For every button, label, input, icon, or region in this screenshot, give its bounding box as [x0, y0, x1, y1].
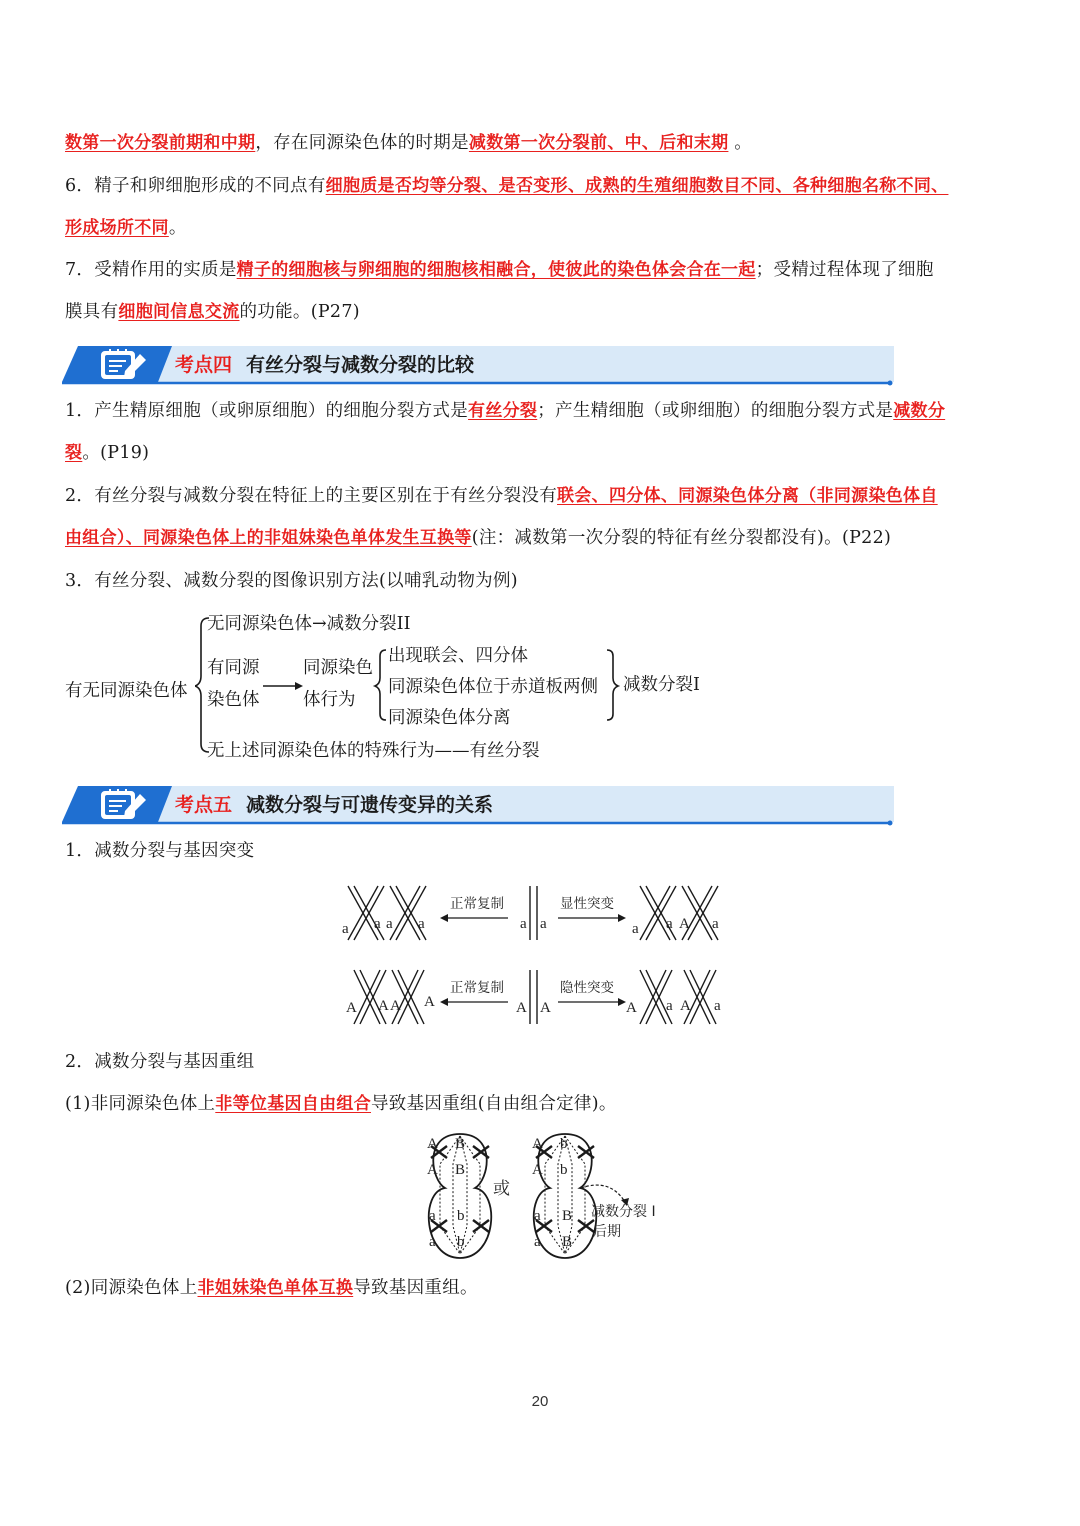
answer-text: 减数分 [893, 401, 946, 421]
answer-text: 非姐妹染色单体互换 [197, 1278, 354, 1298]
section-heading: 有丝分裂与减数分裂的比较 [246, 354, 475, 376]
gene-label: b [560, 1136, 568, 1152]
meiosis-figure [405, 1130, 705, 1265]
s5-item1: 1．减数分裂与基因突变 [65, 841, 255, 861]
gene-label: a [540, 916, 547, 932]
gene-label: a [429, 1234, 436, 1250]
gene-label: A [680, 998, 691, 1014]
tree-root: 有无同源染色体 [65, 681, 188, 701]
gene-label: A [679, 916, 690, 932]
stage-label: 后期 [593, 1224, 621, 1240]
text: 。 [728, 133, 753, 153]
section-heading: 减数分裂与可遗传变异的关系 [246, 794, 494, 816]
gene-label: a [374, 916, 381, 932]
answer-text: 非等位基因自由组合 [215, 1094, 371, 1114]
gene-label: B [562, 1234, 573, 1250]
s5-item2: 2．减数分裂与基因重组 [65, 1052, 255, 1072]
text: (注：减数第一次分裂的特征有丝分裂都没有)。(P22) [471, 528, 892, 548]
section-banner-4 [62, 342, 894, 388]
page-number: 20 [531, 1393, 549, 1410]
text: 。(P19) [82, 443, 150, 463]
gene-label: a [632, 921, 639, 937]
gene-label: A [427, 1162, 438, 1178]
s4-item1-line2 [65, 438, 1020, 468]
gene-label: A [378, 998, 389, 1014]
answer-text: 裂 [65, 443, 83, 463]
s5-item2-2 [65, 1273, 1020, 1303]
answer-text: 联会、四分体、同源染色体分离（非同源染色体自 [557, 486, 938, 506]
section-title [175, 350, 474, 377]
gene-label: b [457, 1234, 465, 1250]
section-label: 考点五 [175, 794, 233, 816]
s4-item2-line1 [65, 481, 1020, 511]
gene-label: a [534, 1234, 541, 1250]
text: (2)同源染色体上 [65, 1278, 198, 1298]
tree-has-homolog-1: 有同源 [207, 658, 260, 678]
text: 1．产生精原细胞（或卵原细胞）的细胞分裂方式是 [65, 401, 469, 421]
tree-branch-no-homolog: 无同源染色体→减数分裂II [207, 614, 411, 634]
tree-result: 减数分裂I [623, 675, 700, 695]
text: 6．精子和卵细胞形成的不同点有 [65, 176, 326, 196]
arrow-label: 正常复制 [450, 980, 504, 996]
stage-label: 减数分裂 I [591, 1204, 656, 1220]
curved-arrow [581, 1185, 625, 1202]
section-banner-5 [62, 782, 894, 828]
answer-text: 细胞间信息交流 [118, 302, 240, 322]
item-6-line2 [65, 213, 1020, 243]
answer-text: 由组合）、同源染色体上的非姐妹染色单体发生互换等 [65, 528, 472, 548]
gene-label: a [534, 1208, 541, 1224]
gene-label: a [666, 998, 673, 1014]
text: ；产生精细胞（或卵细胞）的细胞分裂方式是 [537, 401, 894, 421]
tree-behavior-b2: 同源染色体位于赤道板两侧 [388, 677, 598, 697]
gene-label: a [342, 921, 349, 937]
gene-label: A [346, 1000, 357, 1016]
answer-text: 精子的细胞核与卵细胞的细胞核相融合，使彼此的染色体会合在一起 [236, 260, 756, 280]
mutation-figure [340, 878, 730, 1028]
gene-label: B [455, 1162, 466, 1178]
tree-behavior-b3: 同源染色体分离 [388, 708, 511, 728]
tree-behavior-b1: 出现联会、四分体 [388, 646, 528, 666]
text: 2．有丝分裂与减数分裂在特征上的主要区别在于有丝分裂没有 [65, 486, 558, 506]
notebook-pen-icon [100, 788, 148, 822]
s5-item2-1 [65, 1089, 1020, 1119]
tree-behavior-2: 体行为 [303, 690, 356, 710]
text: ，存在同源染色体的时期是 [255, 133, 469, 153]
answer-text: 有丝分裂 [468, 401, 538, 421]
gene-label: a [714, 998, 721, 1014]
gene-label: a [386, 916, 393, 932]
text: 7．受精作用的实质是 [65, 260, 237, 280]
section-title [175, 790, 493, 817]
text: 。 [168, 218, 187, 238]
answer-text: 细胞质是否均等分裂、是否变形、成熟的生殖细胞数目不同、各种细胞名称不同、 [325, 176, 949, 196]
text: 膜具有 [65, 302, 119, 322]
gene-label: b [560, 1162, 568, 1178]
gene-label: A [540, 1000, 551, 1016]
gene-label: a [418, 916, 425, 932]
text: 导致基因重组。 [353, 1278, 478, 1298]
gene-label: a [666, 916, 673, 932]
gene-label: B [455, 1136, 466, 1152]
or-label: 或 [493, 1179, 510, 1199]
tree-has-homolog-2: 染色体 [207, 690, 260, 710]
gene-label: A [390, 998, 401, 1014]
gene-label: A [532, 1162, 543, 1178]
text: (1)非同源染色体上 [65, 1094, 216, 1114]
arrow-label: 隐性突变 [560, 980, 614, 996]
text: 的功能。(P27) [239, 302, 360, 322]
arrow-label: 显性突变 [560, 896, 614, 912]
arrow-label: 正常复制 [450, 896, 504, 912]
tree-branch-none: 无上述同源染色体的特殊行为——有丝分裂 [207, 741, 540, 761]
answer-text: 数第一次分裂前期和中期 [65, 133, 256, 153]
s4-item3: 3．有丝分裂、减数分裂的图像识别方法(以哺乳动物为例) [65, 571, 518, 591]
gene-label: A [532, 1136, 543, 1152]
s4-item1-line1 [65, 396, 1020, 426]
notebook-pen-icon [100, 348, 148, 382]
item-7-line1 [65, 255, 1020, 285]
item-6-line1 [65, 171, 1020, 201]
gene-label: a [429, 1208, 436, 1224]
gene-label: a [520, 916, 527, 932]
gene-label: a [712, 916, 719, 932]
gene-label: A [516, 1000, 527, 1016]
section-label: 考点四 [175, 354, 233, 376]
gene-label: A [626, 1000, 637, 1016]
gene-label: A [427, 1136, 438, 1152]
tree-behavior-1: 同源染色 [303, 658, 373, 678]
item-7-line2 [65, 297, 1020, 327]
gene-label: A [424, 994, 435, 1010]
text: 导致基因重组(自由组合定律)。 [371, 1094, 617, 1114]
answer-text: 形成场所不同 [65, 218, 169, 238]
text: ；受精过程体现了细胞 [755, 260, 934, 280]
gene-label: B [562, 1208, 573, 1224]
gene-label: b [457, 1208, 465, 1224]
paragraph-cont [65, 128, 1020, 158]
answer-text: 减数第一次分裂前、中、后和末期 [468, 133, 729, 153]
s4-item2-line2 [65, 523, 1020, 553]
